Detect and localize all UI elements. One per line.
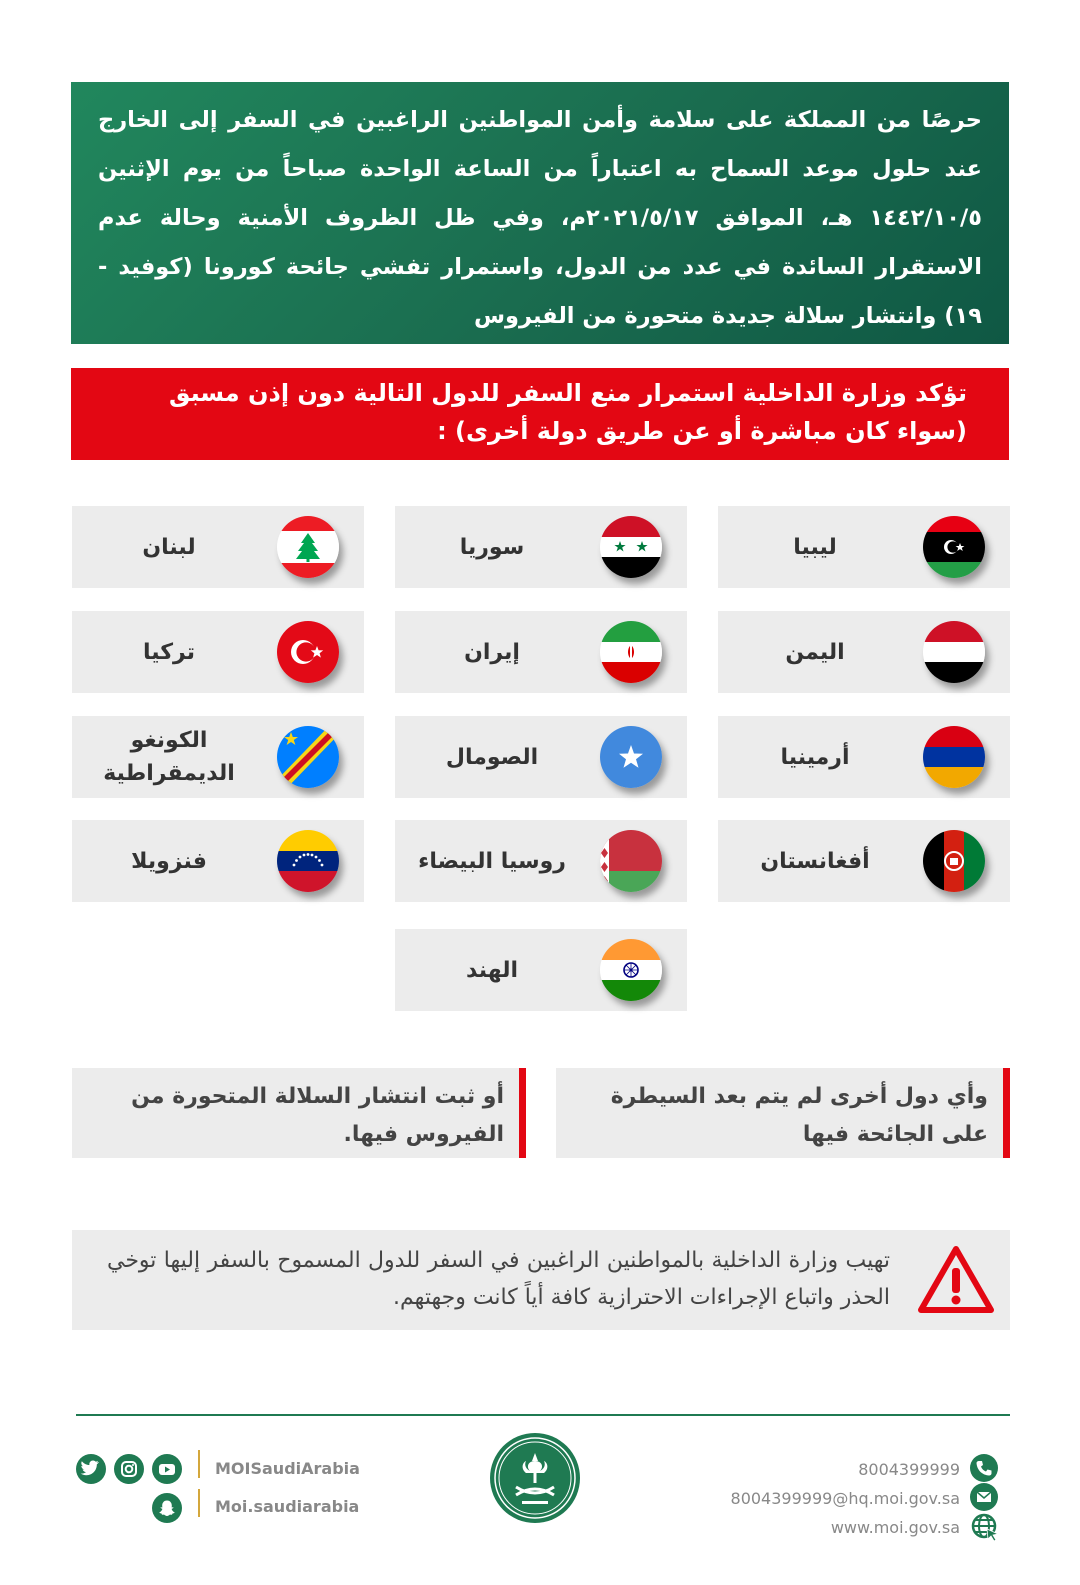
country-card-syria [395, 506, 687, 588]
note-red-bar [519, 1068, 526, 1158]
country-card-venezuela [72, 820, 364, 902]
snapchat-icon[interactable] [152, 1493, 182, 1523]
country-card-india [395, 929, 687, 1011]
handle-separator [198, 1450, 200, 1478]
country-name: الصومال [445, 744, 539, 770]
note-variant-spread [72, 1068, 526, 1158]
venezuela-flag-icon [277, 830, 339, 892]
note-right-text: وأي دول أخرى لم يتم بعد السيطرة على الجائحة فيها [610, 1084, 988, 1147]
handle-separator [198, 1489, 200, 1517]
country-name: روسيا البيضاء [418, 848, 566, 874]
dr-congo-flag-icon [277, 726, 339, 788]
yemen-flag-icon [923, 621, 985, 683]
country-name: فنزويلا [131, 848, 207, 874]
instagram-icon[interactable] [114, 1454, 144, 1484]
country-name: سوريا [459, 534, 525, 560]
turkey-flag-icon [277, 621, 339, 683]
youtube-icon[interactable] [152, 1454, 182, 1484]
country-name: الهند [466, 957, 519, 983]
warning-panel [72, 1230, 1010, 1330]
country-card-afghanistan [718, 820, 1010, 902]
syria-flag-icon [600, 516, 662, 578]
country-card-iran [395, 611, 687, 693]
country-name: اليمن [785, 639, 845, 665]
footer-divider [76, 1414, 1010, 1416]
belarus-flag-icon [600, 830, 662, 892]
country-name: تركيا [143, 639, 195, 665]
lebanon-flag-icon [277, 516, 339, 578]
country-card-belarus [395, 820, 687, 902]
email-address[interactable]: 8004399999@hq.moi.gov.sa [730, 1489, 960, 1508]
warning-text: تهيب وزارة الداخلية بالمواطنين الراغبين في السفر للدول المسموح بالسفر إليها توخي الحذر واتباع الإجراءات الاحترازية كافة أياً كانت وجهتهم. [107, 1248, 890, 1310]
country-card-somalia [395, 716, 687, 798]
country-card-yemen [718, 611, 1010, 693]
country-name: إيران [464, 639, 520, 665]
country-card-dr-congo [72, 716, 364, 798]
globe-icon [970, 1512, 1000, 1542]
phone-icon [970, 1454, 998, 1482]
india-flag-icon [600, 939, 662, 1001]
country-card-armenia [718, 716, 1010, 798]
phone-number[interactable]: 8004399999 [858, 1460, 960, 1479]
country-card-turkey [72, 611, 364, 693]
country-card-lebanon [72, 506, 364, 588]
ban-announcement-banner [71, 368, 1009, 460]
somalia-flag-icon [600, 726, 662, 788]
note-other-countries [556, 1068, 1010, 1158]
afghanistan-flag-icon [923, 830, 985, 892]
email-icon [970, 1483, 998, 1511]
intro-panel [71, 82, 1009, 344]
snapchat-handle[interactable]: Moi.saudiarabia [215, 1497, 360, 1516]
country-name: أرمينيا [780, 744, 850, 770]
moi-emblem-logo [488, 1431, 582, 1525]
country-name: أفغانستان [760, 848, 870, 874]
banner-text: تؤكد وزارة الداخلية استمرار منع السفر للدول التالية دون إذن مسبق (سواء كان مباشرة أو عن طريق دولة أخرى) : [168, 379, 967, 445]
twitter-icon[interactable] [76, 1454, 106, 1484]
libya-flag-icon [923, 516, 985, 578]
country-card-libya [718, 506, 1010, 588]
iran-flag-icon [600, 621, 662, 683]
note-left-text: أو ثبت انتشار السلالة المتحورة من الفيروس فيها. [131, 1084, 504, 1147]
social-handle[interactable]: MOISaudiArabia [215, 1459, 360, 1478]
note-red-bar [1003, 1068, 1010, 1158]
intro-text: حرصًا من المملكة على سلامة وأمن المواطنين الراغبين في السفر إلى الخارج عند حلول موعد السماح به اعتباراً من الساعة الواحدة صباحاً من يوم الإثنين ١٤٤٢/١٠/٥ هـ، الموافق ٢٠٢١/٥/١٧م، وفي ظل الظروف الأمنية وحالة عدم الاستقرار السائدة في عدد من الدول، واستمرار تفشي جائحة كورونا (كوفيد - ١٩) وانتشار سلالة جديدة متحورة من الفيروس [98, 107, 982, 329]
country-name: الكونغو الديمقراطية [103, 728, 235, 786]
country-name: لبنان [142, 534, 196, 560]
website-url[interactable]: www.moi.gov.sa [830, 1518, 960, 1537]
warning-triangle-icon [916, 1243, 996, 1317]
armenia-flag-icon [923, 726, 985, 788]
country-name: ليبيا [793, 534, 837, 560]
